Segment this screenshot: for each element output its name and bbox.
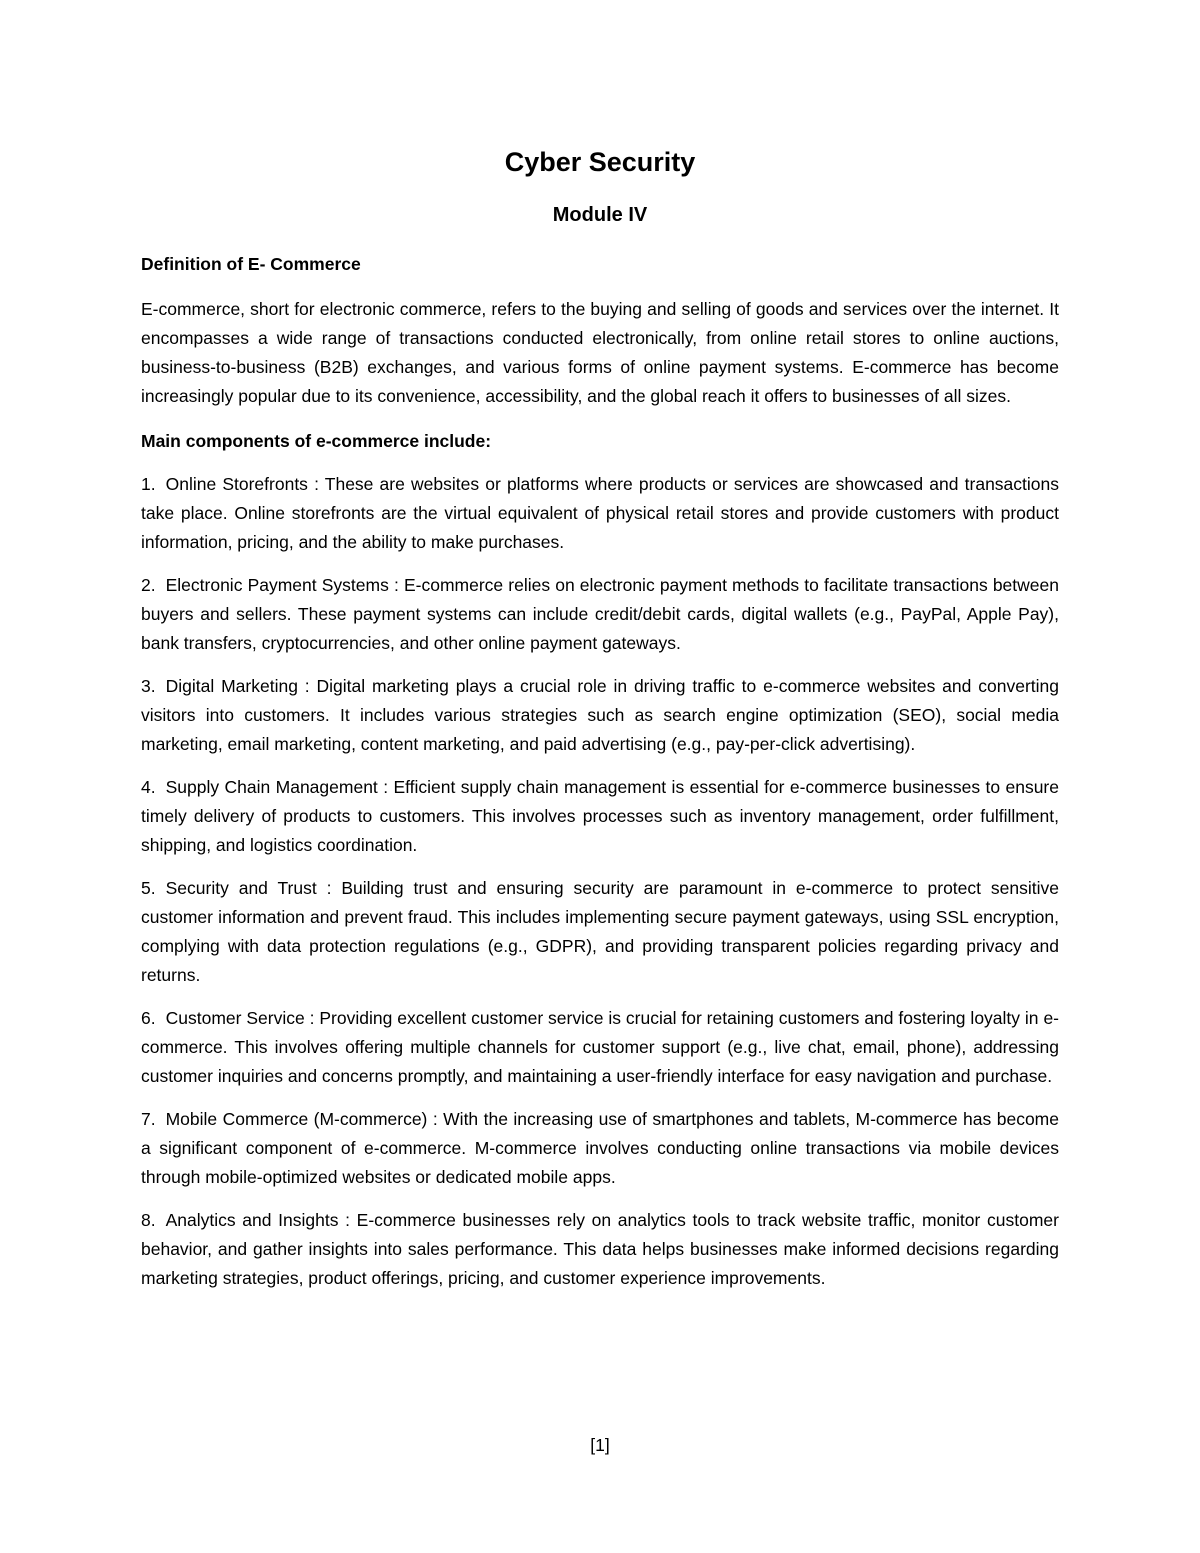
list-item [141, 874, 1059, 990]
list-item-text: Digital Marketing : Digital marketing plays a crucial role in driving traffic to e-commerce websites and converting visitors into customers. It includes various strategies such as search engine optimization (SEO), social media marketing, email marketing, content marketing, and paid advertising (e.g., pay-per-click advertising). [141, 676, 1059, 754]
list-item-number: 3. [141, 676, 156, 696]
list-item [141, 1105, 1059, 1192]
list-item [141, 773, 1059, 860]
document-body [141, 250, 1059, 1307]
list-item-text: Mobile Commerce (M-commerce) : With the increasing use of smartphones and tablets, M-commerce has become a significant component of e-commerce. M-commerce involves conducting online transactions via mobile devices through mobile-optimized websites or dedicated mobile apps. [141, 1109, 1059, 1187]
list-item-text: Customer Service : Providing excellent customer service is crucial for retaining customers and fostering loyalty in e-commerce. This involves offering multiple channels for customer support (e.g., live chat, email, phone), addressing customer inquiries and concerns promptly, and maintaining a user-friendly interface for easy navigation and purchase. [141, 1008, 1059, 1086]
definition-heading: Definition of E- Commerce [141, 254, 361, 274]
list-item [141, 672, 1059, 759]
list-item-number: 6. [141, 1008, 156, 1028]
components-heading: Main components of e-commerce include: [141, 431, 492, 451]
list-item-text: Analytics and Insights : E-commerce businesses rely on analytics tools to track website traffic, monitor customer behavior, and gather insights into sales performance. This data helps businesses make informed decisions regarding marketing strategies, product offerings, pricing, and customer experience improvements. [141, 1210, 1059, 1288]
definition-paragraph: E-commerce, short for electronic commerce, refers to the buying and selling of goods and services over the internet. It encompasses a wide range of transactions conducted electronically, from online retail stores to online auctions, business-to-business (B2B) exchanges, and various forms of online payment systems. E-commerce has become increasingly popular due to its convenience, accessibility, and the global reach it offers to businesses of all sizes. [141, 299, 1059, 406]
list-item-number: 4. [141, 777, 156, 797]
list-item-number: 5. [141, 878, 156, 898]
page-number: [1] [590, 1435, 610, 1455]
list-item [141, 1206, 1059, 1293]
list-item [141, 571, 1059, 658]
list-item-number: 7. [141, 1109, 156, 1129]
list-item-number: 1. [141, 474, 156, 494]
list-item-text: Electronic Payment Systems : E-commerce relies on electronic payment methods to facilitate transactions between buyers and sellers. These payment systems can include credit/debit cards, digital wallets (e.g., PayPal, Apple Pay), bank transfers, cryptocurrencies, and other online payment gateways. [141, 575, 1059, 653]
module-title: Module IV [552, 204, 648, 226]
list-item-number: 8. [141, 1210, 156, 1230]
list-item [141, 1004, 1059, 1091]
list-item-text: Online Storefronts : These are websites or platforms where products or services are showcased and transactions take place. Online storefronts are the virtual equivalent of physical retail stores and provide customers with product information, pricing, and the ability to make purchases. [141, 474, 1059, 552]
list-item [141, 470, 1059, 557]
list-item-text: Supply Chain Management : Efficient supply chain management is essential for e-commerce businesses to ensure timely delivery of products to customers. This involves processes such as inventory management, order fulfillment, shipping, and logistics coordination. [141, 777, 1059, 855]
list-item-number: 2. [141, 575, 156, 595]
list-item-text: Security and Trust : Building trust and ensuring security are paramount in e-commerce to protect sensitive customer information and prevent fraud. This includes implementing secure payment gateways, using SSL encryption, complying with data protection regulations (e.g., GDPR), and providing transparent policies regarding privacy and returns. [141, 878, 1059, 985]
document-title: Cyber Security [504, 147, 696, 177]
components-list [141, 470, 1059, 1293]
